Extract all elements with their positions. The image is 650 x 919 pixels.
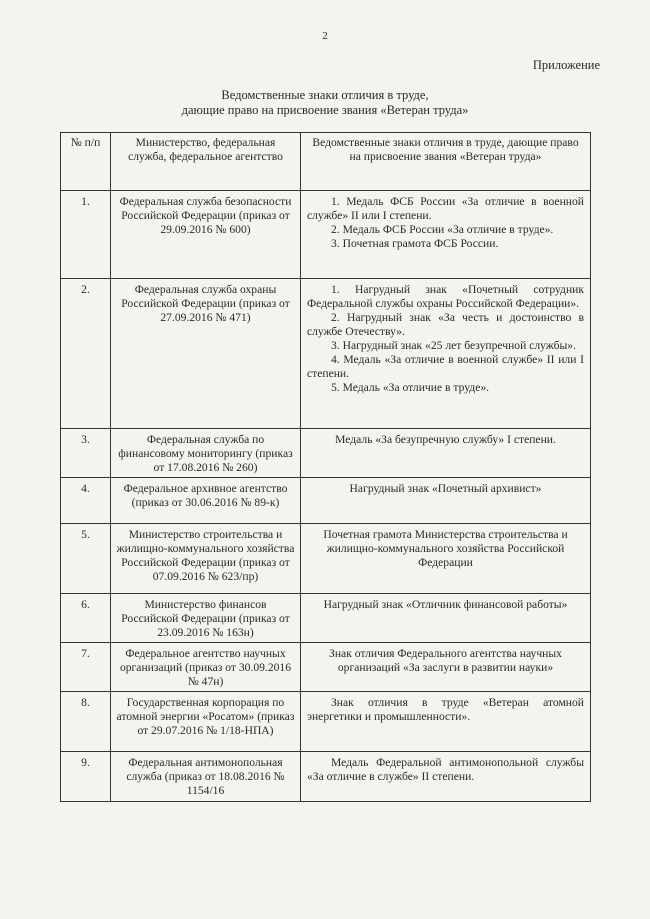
table-row <box>61 279 591 429</box>
award-item: 1. Нагрудный знак «Почетный сотрудник Федеральной службы охраны Российской Федерации». <box>307 283 584 310</box>
award-item: 2. Нагрудный знак «За честь и достоинство в службе Отечеству». <box>307 311 584 338</box>
award-item: Медаль Федеральной антимонопольной службы «За отличие в службе» II степени. <box>307 756 584 783</box>
award-item: 3. Нагрудный знак «25 лет безупречной службы». <box>331 339 576 352</box>
row-awards <box>301 643 591 692</box>
row-organization: Федеральное агентство научных организаций (приказ от 30.09.2016 № 47н) <box>111 643 301 692</box>
row-awards <box>301 692 591 752</box>
row-number: 7. <box>61 643 111 692</box>
row-number: 5. <box>61 524 111 594</box>
table-row <box>61 191 591 279</box>
award-item: 3. Почетная грамота ФСБ России. <box>331 237 499 250</box>
row-organization: Федеральная антимонопольная служба (приказ от 18.08.2016 № 1154/16 <box>111 752 301 802</box>
row-organization: Министерство строительства и жилищно-коммунального хозяйства Российской Федерации (приказ от 07.09.2016 № 623/пр) <box>111 524 301 594</box>
row-awards <box>301 478 591 524</box>
row-number: 6. <box>61 594 111 643</box>
table-header-row <box>61 133 591 191</box>
award-item: Медаль «За безупречную службу» I степени. <box>335 433 556 446</box>
row-organization: Федеральная служба безопасности Российской Федерации (приказ от 29.09.2016 № 600) <box>111 191 301 279</box>
table-row <box>61 594 591 643</box>
header-awards: Ведомственные знаки отличия в труде, дающие право на присвоение звания «Ветеран труда» <box>301 133 591 191</box>
page-number: 2 <box>322 30 328 42</box>
award-item: Нагрудный знак «Отличник финансовой работы» <box>323 598 568 611</box>
document-title <box>60 88 590 118</box>
header-ministry: Министерство, федеральная служба, федеральное агентство <box>111 133 301 191</box>
table-row <box>61 692 591 752</box>
row-awards <box>301 279 591 429</box>
row-number: 9. <box>61 752 111 802</box>
row-number: 1. <box>61 191 111 279</box>
row-number: 8. <box>61 692 111 752</box>
award-item: Знак отличия Федерального агентства научных организаций «За заслуги в развитии науки» <box>329 647 562 674</box>
award-item: 5. Медаль «За отличие в труде». <box>331 381 490 394</box>
award-item: Почетная грамота Министерства строительства и жилищно-коммунального хозяйства Российской Федерации <box>323 528 568 569</box>
award-item: 2. Медаль ФСБ России «За отличие в труде». <box>331 223 554 236</box>
table-row <box>61 752 591 802</box>
row-awards <box>301 524 591 594</box>
row-organization: Федеральная служба охраны Российской Федерации (приказ от 27.09.2016 № 471) <box>111 279 301 429</box>
row-number: 2. <box>61 279 111 429</box>
row-organization: Государственная корпорация по атомной энергии «Росатом» (приказ от 29.07.2016 № 1/18-НПА) <box>111 692 301 752</box>
table-row <box>61 643 591 692</box>
title-line-2: дающие право на присвоение звания «Ветеран труда» <box>181 103 469 117</box>
awards-table <box>60 132 591 802</box>
table-row <box>61 478 591 524</box>
table-row <box>61 524 591 594</box>
row-awards <box>301 191 591 279</box>
table-row <box>61 429 591 478</box>
appendix-label: Приложение <box>532 58 600 72</box>
award-item: 1. Медаль ФСБ России «За отличие в военной службе» II или I степени. <box>307 195 584 222</box>
row-organization: Федеральная служба по финансовому мониторингу (приказ от 17.08.2016 № 260) <box>111 429 301 478</box>
row-awards <box>301 594 591 643</box>
award-item: Нагрудный знак «Почетный архивист» <box>349 482 542 495</box>
row-awards <box>301 429 591 478</box>
row-number: 3. <box>61 429 111 478</box>
award-item: 4. Медаль «За отличие в военной службе» II или I степени. <box>307 353 584 380</box>
row-organization: Федеральное архивное агентство (приказ от 30.06.2016 № 89-к) <box>111 478 301 524</box>
row-organization: Министерство финансов Российской Федерации (приказ от 23.09.2016 № 163н) <box>111 594 301 643</box>
header-number: № п/п <box>61 133 111 191</box>
title-line-1: Ведомственные знаки отличия в труде, <box>221 88 429 102</box>
row-awards <box>301 752 591 802</box>
row-number: 4. <box>61 478 111 524</box>
award-item: Знак отличия в труде «Ветеран атомной энергетики и промышленности». <box>307 696 584 723</box>
